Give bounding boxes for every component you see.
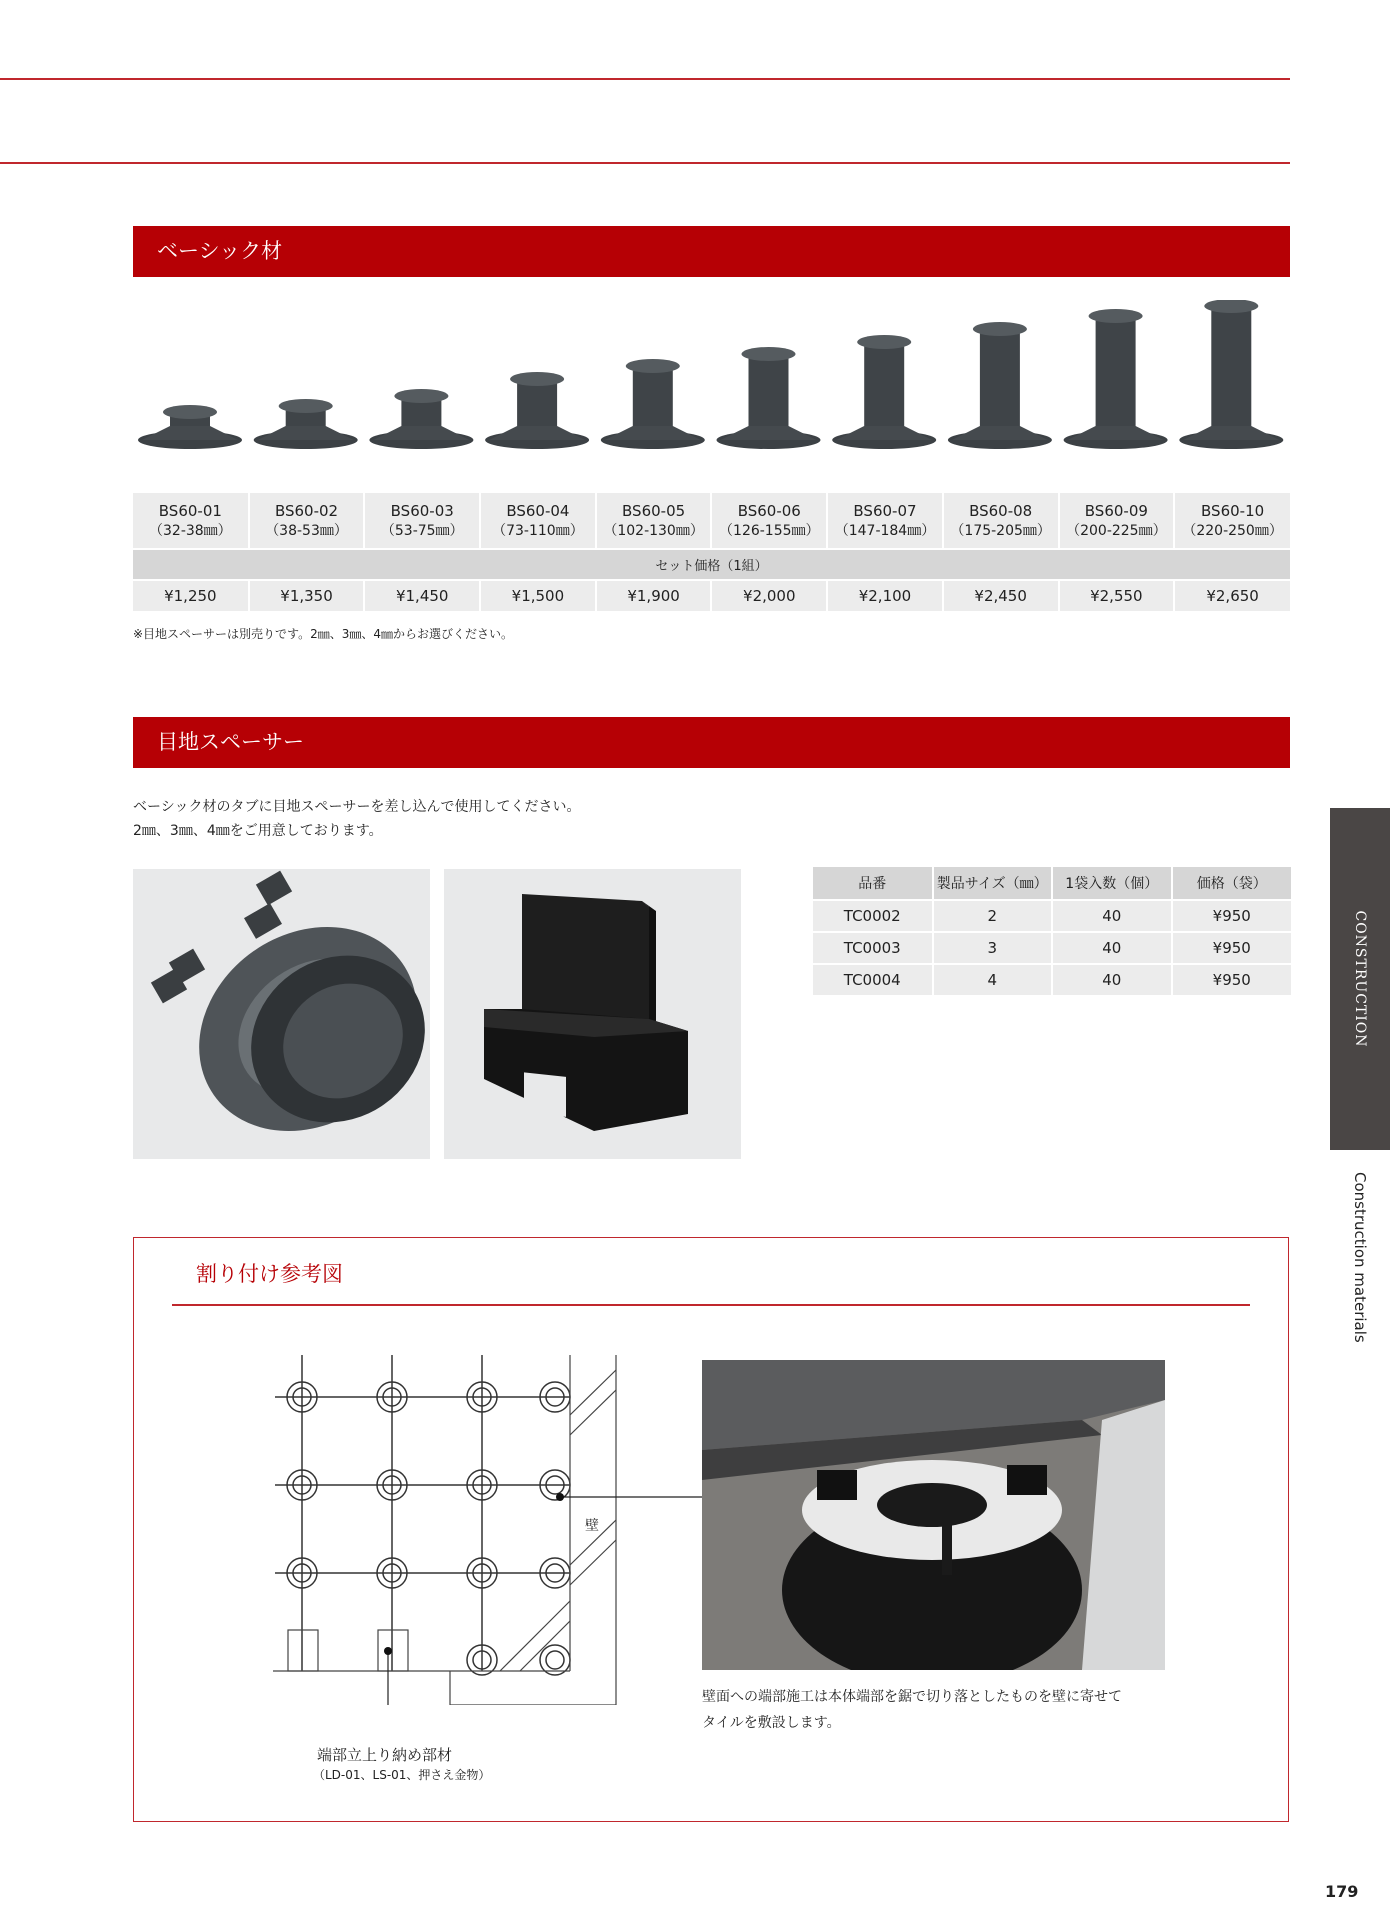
model-name: BS60-10: [1201, 501, 1265, 520]
pedestal-icon: [138, 405, 242, 449]
model-cell: [249, 493, 365, 549]
model-name: BS60-08: [969, 501, 1033, 520]
top-rule-2: [0, 162, 1290, 164]
basic-note: ※目地スペーサーは別売りです。2㎜、3㎜、4㎜からお選びください。: [133, 627, 514, 641]
spacer-header-cell: 価格（袋）: [1172, 867, 1292, 900]
spacer-product-photo: [444, 869, 741, 1159]
model-size: （73-110㎜）: [492, 522, 584, 539]
pedestal-icon: [1179, 300, 1283, 449]
model-cell: [943, 493, 1059, 549]
spacer-header-cell: 製品サイズ（㎜）: [933, 867, 1053, 900]
price-cell: ¥1,350: [249, 580, 365, 612]
price-cell: ¥1,500: [480, 580, 596, 612]
edge-member-sub: （LD-01、LS-01、押さえ金物）: [313, 1768, 491, 1782]
model-name: BS60-04: [506, 501, 570, 520]
pedestal-icon: [717, 347, 821, 449]
spacer-row: [813, 900, 1291, 932]
spacer-cell: ¥950: [1172, 932, 1292, 964]
spacer-cell: TC0002: [813, 900, 933, 932]
model-size: （147-184㎜）: [834, 522, 936, 539]
model-name: BS60-01: [158, 501, 222, 520]
spacer-row: [813, 932, 1291, 964]
category-side-tab[interactable]: [1330, 808, 1390, 1150]
spacer-header-cell: 1袋入数（個）: [1052, 867, 1172, 900]
spacer-cell: TC0004: [813, 964, 933, 996]
model-size: （102-130㎜）: [603, 522, 704, 539]
model-name: BS60-07: [853, 501, 917, 520]
price-cell: ¥2,550: [1059, 580, 1175, 612]
installation-photo: [702, 1360, 1165, 1670]
model-size: （220-250㎜）: [1182, 522, 1283, 539]
spacer-cell: 2: [933, 900, 1053, 932]
basic-price-table: [133, 493, 1290, 613]
pedestal-icon: [254, 399, 358, 449]
model-size: （53-75㎜）: [380, 522, 464, 539]
model-cell: [1059, 493, 1175, 549]
model-size: （200-225㎜）: [1066, 522, 1167, 539]
model-cell: [1174, 493, 1290, 549]
model-name: BS60-05: [622, 501, 686, 520]
model-cell: [480, 493, 596, 549]
model-name: BS60-03: [390, 501, 454, 520]
price-cell: ¥2,100: [827, 580, 943, 612]
page-number: 179: [1325, 1882, 1359, 1901]
side-tab-label: CONSTRUCTION: [1352, 910, 1368, 1048]
spacer-header-cell: 品番: [813, 867, 933, 900]
spacer-cell: 40: [1052, 932, 1172, 964]
photo-caption-line2: タイルを敷設します。: [702, 1715, 841, 1731]
side-subtitle: Construction materials: [1351, 1172, 1369, 1343]
spacer-cell: ¥950: [1172, 964, 1292, 996]
pedestal-icon: [1064, 309, 1168, 449]
reference-title: 割り付け参考図: [196, 1262, 343, 1286]
spacer-table: [813, 867, 1291, 997]
pedestal-icon: [485, 372, 589, 449]
model-cell: [364, 493, 480, 549]
model-cell: [827, 493, 943, 549]
photo-caption: [702, 1684, 1122, 1736]
price-cell: ¥1,900: [596, 580, 712, 612]
price-cell: ¥2,650: [1174, 580, 1290, 612]
spacer-insert-photo: [133, 869, 430, 1159]
pedestal-icon: [832, 335, 936, 449]
spacer-cell: 40: [1052, 964, 1172, 996]
top-rule: [0, 78, 1290, 80]
edge-member-label: 端部立上り納め部材: [317, 1746, 453, 1764]
set-price-label: セット価格（1組）: [133, 549, 1290, 580]
spacer-row: [813, 964, 1291, 996]
layout-diagram: [270, 1355, 710, 1705]
price-cell: ¥1,450: [364, 580, 480, 612]
model-cell: [133, 493, 249, 549]
price-cell: ¥2,000: [711, 580, 827, 612]
spacer-section-header: 目地スペーサー: [133, 717, 1290, 768]
price-cell: ¥1,250: [133, 580, 249, 612]
model-name: BS60-09: [1084, 501, 1148, 520]
spacer-cell: 3: [933, 932, 1053, 964]
spacer-cell: ¥950: [1172, 900, 1292, 932]
model-name: BS60-06: [737, 501, 801, 520]
spacer-cell: 4: [933, 964, 1053, 996]
wall-label: 壁: [585, 1518, 599, 1534]
spacer-description: [133, 795, 580, 843]
price-cell: ¥2,450: [943, 580, 1059, 612]
model-size: （38-53㎜）: [265, 522, 348, 539]
model-cell: [596, 493, 712, 549]
model-cell: [711, 493, 827, 549]
model-size: （175-205㎜）: [950, 522, 1051, 539]
reference-rule: [172, 1304, 1250, 1306]
spacer-desc-line2: 2㎜、3㎜、4㎜をご用意しております。: [133, 823, 383, 839]
pedestal-icon: [601, 359, 705, 449]
spacer-cell: TC0003: [813, 932, 933, 964]
pedestal-lineup-image: [133, 300, 1290, 460]
spacer-cell: 40: [1052, 900, 1172, 932]
basic-section-header: ベーシック材: [133, 226, 1290, 277]
model-size: （32-38㎜）: [149, 522, 232, 539]
model-name: BS60-02: [274, 501, 339, 520]
pedestal-icon: [948, 322, 1052, 449]
spacer-desc-line1: ベーシック材のタブに目地スペーサーを差し込んで使用してください。: [133, 799, 581, 815]
photo-caption-line1: 壁面への端部施工は本体端部を鋸で切り落としたものを壁に寄せて: [702, 1689, 1122, 1705]
pedestal-icon: [369, 389, 473, 449]
model-size: （126-155㎜）: [719, 522, 820, 539]
